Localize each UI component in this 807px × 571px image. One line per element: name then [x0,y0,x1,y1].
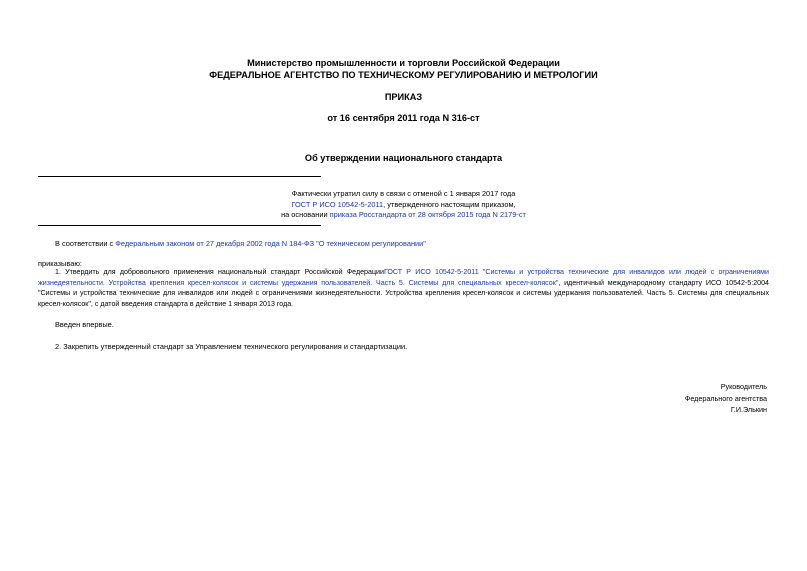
status-note-line2-text: , утвержденного настоящим приказом, [383,200,516,209]
status-note-line3 [0,210,807,219]
document-subject: Об утверждении национального стандарта [304,153,503,163]
signature-position1: Руководитель [720,382,767,391]
introduced-note: Введен впервые. [55,320,114,329]
status-note-line2 [0,200,807,209]
status-note-line3-text: на основании [281,210,330,219]
gost-standard-full-link[interactable]: ГОСТ Р ИСО 10542-5-2011 "Системы и устройства технические для инвалидов или людей с ограничениями жизнедеятельности. Устройства крепления кресел-колясок и системы удержания пользователей. Часть 5. Системы для специальных кресел-колясок" [38,268,769,287]
item-1-paragraph [38,267,769,309]
gost-standard-link[interactable]: ГОСТ Р ИСО 10542-5-2011 [291,200,384,209]
item-2-paragraph: 2. Закрепить утвержденный стандарт за Управлением технического регулирования и стандартизации. [55,342,408,351]
preamble [55,239,426,248]
preamble-text: В соответствии с [55,239,116,248]
rosstandart-order-link[interactable]: приказа Росстандарта от 28 октября 2015 года N 2179-ст [329,210,526,219]
signature-position2: Федерального агентства [684,393,767,403]
order-word: приказываю: [38,259,82,268]
document-date-number: от 16 сентября 2011 года N 316-ст [327,113,480,123]
item-1-text-end: , идентичный международному стандарту ИСО 10542-5:2004 "Системы и устройства технические для инвалидов или людей с ограничениями жизнедеятельности. Устройства крепления кресел-колясок и системы удержания пользователей. Часть 5. Системы для специальных кресел-колясок", с датой введения стандарта в действие 1 января 2013 года. [38,278,769,308]
federal-law-link[interactable]: Федеральным законом от 27 декабря 2002 года N 184-ФЗ "О техническом регулировании" [115,239,426,248]
ministry-title: Министерство промышленности и торговли Российской Федерации [247,58,560,68]
signature-block [685,381,767,416]
document-type: ПРИКАЗ [384,92,423,102]
divider-top [38,176,321,177]
item-1-text-start: 1. Утвердить для добровольного применения национальный стандарт Российской Федерации [55,268,384,276]
signature-name: Г.И.Элькин [730,405,767,414]
divider-bottom [38,225,321,226]
status-note-line1: Фактически утратил силу в связи с отменой с 1 января 2017 года [291,189,516,198]
agency-title: ФЕДЕРАЛЬНОЕ АГЕНТСТВО ПО ТЕХНИЧЕСКОМУ РЕГУЛИРОВАНИЮ И МЕТРОЛОГИИ [209,70,598,80]
